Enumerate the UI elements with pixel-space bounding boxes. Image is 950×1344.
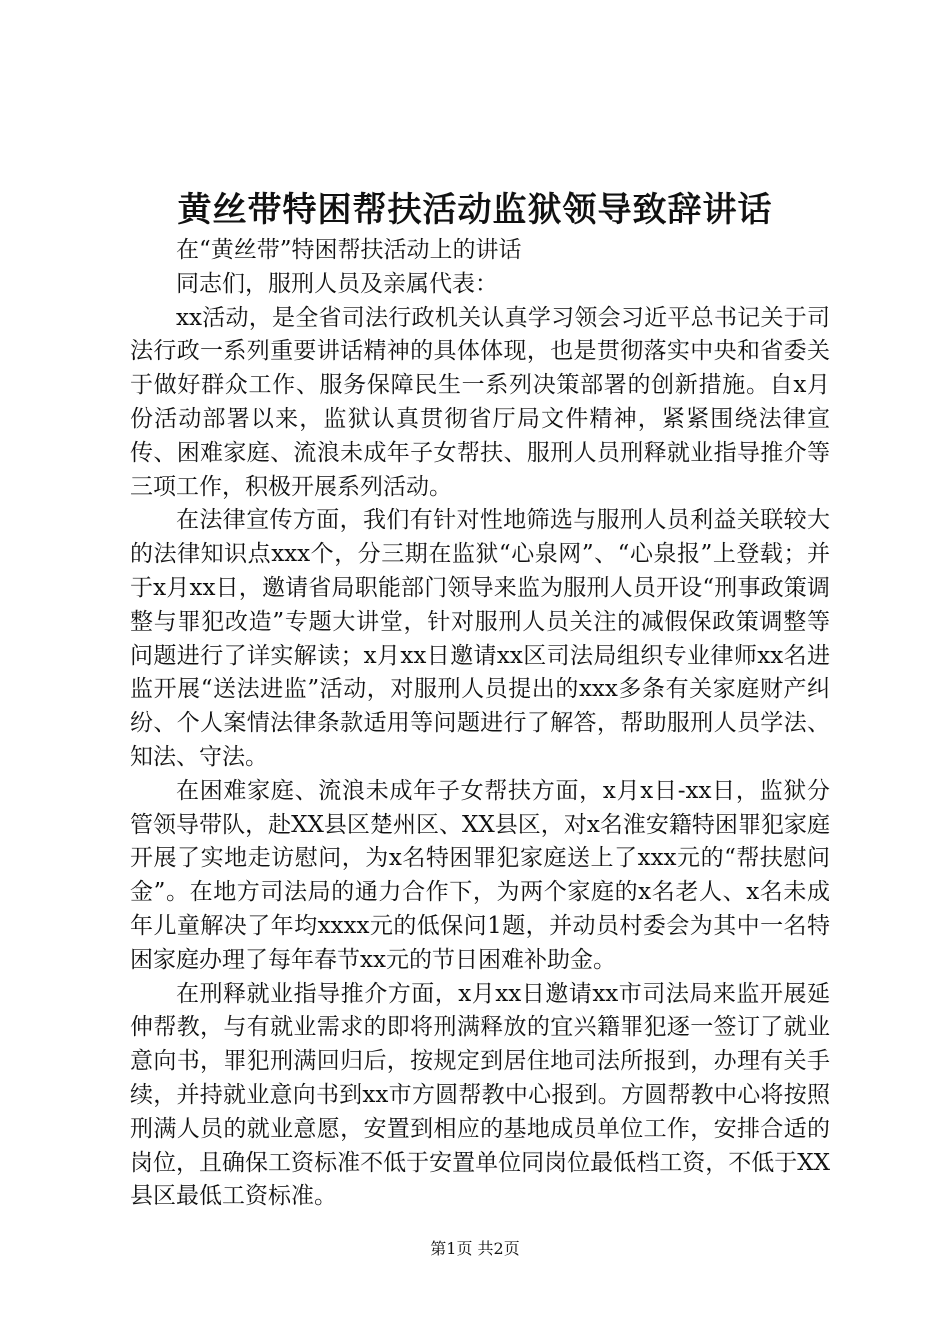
- page-number-footer: 第1页 共2页: [430, 1239, 520, 1258]
- paragraph-intro: xx活动，是全省司法行政机关认真学习领会习近平总书记关于司法行政一系列重要讲话精神的具体体现，也是贯彻落实中央和省委关于做好群众工作、服务保障民生一系列决策部署的创新措施。自x月份活动部署以来，监狱认真贯彻省厅局文件精神，紧紧围绕法律宣传、困难家庭、流浪未成年子女帮扶、服刑人员刑释就业指导推介等三项工作，积极开展系列活动。: [130, 304, 830, 500]
- paragraph-family-assistance: 在困难家庭、流浪未成年子女帮扶方面，x月x日-xx日，监狱分管领导带队，赴XX县区楚州区、XX县区，对x名淮安籍特困罪犯家庭开展了实地走访慰问，为x名特困罪犯家庭送上了xxx元的“帮扶慰问金”。在地方司法局的通力合作下，为两个家庭的x名老人、x名未成年儿童解决了年均xxxx元的低保问1题，并动员村委会为其中一名特困家庭办理了每年春节xx元的节日困难补助金。: [130, 777, 830, 973]
- paragraph-employment-guidance: 在刑释就业指导推介方面，x月xx日邀请xx市司法局来监开展延伸帮教，与有就业需求的即将刑满释放的宜兴籍罪犯逐一签订了就业意向书，罪犯刑满回归后，按规定到居住地司法所报到，办理有关手续，并持就业意向书到xx市方圆帮教中心报到。方圆帮教中心将按照刑满人员的就业意愿，安置到相应的基地成员单位工作，安排合适的岗位，且确保工资标准不低于安置单位同岗位最低档工资，不低于XX县区最低工资标准。: [130, 980, 830, 1210]
- paragraph-salutation: 同志们，服刑人员及亲属代表：: [176, 270, 498, 297]
- document-body: [130, 234, 830, 1214]
- paragraph-subtitle: 在“黄丝带”特困帮扶活动上的讲话: [176, 237, 522, 263]
- paragraph-legal-publicity: 在法律宣传方面，我们有针对性地筛选与服刑人员利益关联较大的法律知识点xxx个，分三期在监狱“心泉网”、“心泉报”上登载；并于x月xx日，邀请省局职能部门领导来监为服刑人员开设“刑事政策调整与罪犯改造”专题大讲堂，针对服刑人员关注的减假保政策调整等问题进行了详实解读；x月xx日邀请xx区司法局组织专业律师xx名进监开展“送法进监”活动，对服刑人员提出的xxx多条有关家庭财产纠纷、个人案情法律条款适用等问题进行了解答，帮助服刑人员学法、知法、守法。: [130, 507, 830, 770]
- document-title: 黄丝带特困帮扶活动监狱领导致辞讲话: [177, 190, 773, 230]
